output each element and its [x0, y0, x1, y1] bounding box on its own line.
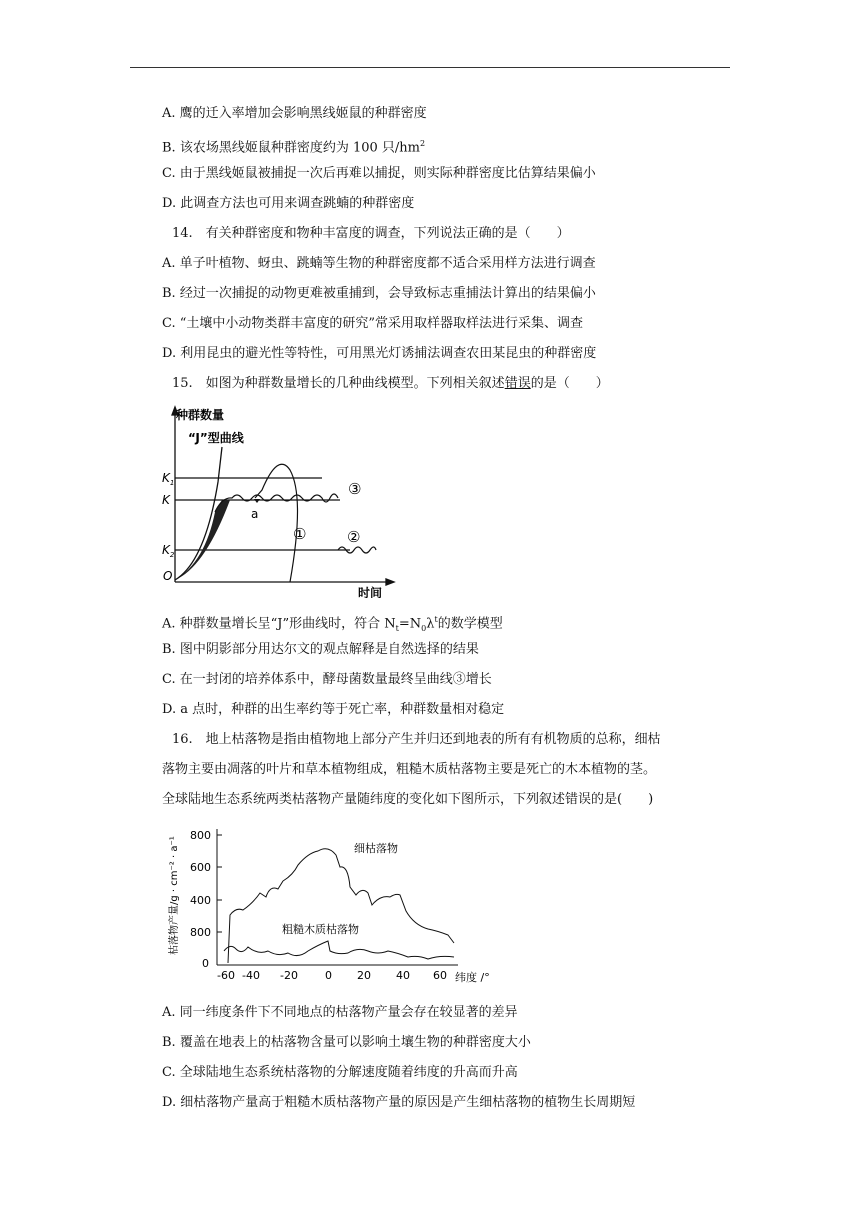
- fig15-k2-label: $K_2$: [162, 543, 175, 559]
- fig16-xtick-m20: -20: [280, 969, 298, 982]
- litter-production-figure: [158, 815, 503, 985]
- q13-option-b: B. 该农场黑线姬鼠种群密度约为 100 只$/hm^2$: [162, 139, 426, 156]
- q15-option-a: A. 种群数量增长呈“J”形曲线时，符合 $N_t=N_0\lambda^t$的数学模型: [162, 615, 503, 633]
- fig15-curve2-label: ②: [347, 528, 361, 546]
- fig16-coarse-litter-label: 粗糙木质枯落物: [282, 923, 359, 936]
- fig15-curve3-label: ③: [348, 480, 362, 498]
- q14-option-d: D. 利用昆虫的避光性等特性，可用黑光灯诱捕法调查农田某昆虫的种群密度: [162, 346, 597, 361]
- fig16-xtick-m40: -40: [242, 969, 260, 982]
- fig15-k-label: K: [162, 493, 170, 507]
- q16-option-d: D. 细枯落物产量高于粗糙木质枯落物产量的原因是产生细枯落物的植物生长周期短: [162, 1095, 636, 1110]
- fig16-xtick-m60: -60: [217, 969, 235, 982]
- q14-option-c: C. “土壤中小动物类群丰富度的研究”常采用取样器取样法进行采集、调查: [162, 316, 584, 331]
- q16-option-c: C. 全球陆地生态系统枯落物的分解速度随着纬度的升高而升高: [162, 1065, 518, 1080]
- fig15-k1-label: $K_1$: [162, 471, 175, 487]
- fig15-curve1-label: ①: [293, 525, 307, 543]
- q16-option-a: A. 同一纬度条件下不同地点的枯落物产量会存在较显著的差异: [162, 1005, 518, 1020]
- fig16-ytick-800-top: 800: [190, 829, 211, 842]
- fig16-ytick-800-low: 800: [190, 926, 211, 939]
- fig16-xtick-0: 0: [325, 969, 332, 982]
- q14-stem: 14. 有关种群密度和物种丰富度的调查，下列说法正确的是（ ）: [172, 226, 570, 241]
- q13-option-c: C. 由于黑线姬鼠被捕捉一次后再难以捕捉，则实际种群密度比估算结果偏小: [162, 166, 596, 181]
- fig16-ytick-400: 400: [190, 894, 211, 907]
- q16-stem-line-3: 全球陆地生态系统两类枯落物产量随纬度的变化如下图所示，下列叙述错误的是( ): [162, 792, 654, 807]
- fig15-ylabel: 种群数量: [176, 408, 225, 422]
- fig16-xtick-40: 40: [396, 969, 410, 982]
- q16-stem-line-2: 落物主要由凋落的叶片和草本植物组成，粗糙木质枯落物主要是死亡的木本植物的茎。: [162, 762, 657, 777]
- q14-option-b: B. 经过一次捕捉的动物更难被重捕到，会导致标志重捕法计算出的结果偏小: [162, 286, 596, 301]
- fig16-xtick-20: 20: [357, 969, 371, 982]
- fig16-fine-litter-label: 细枯落物: [354, 842, 398, 855]
- q15-option-d: D. a 点时，种群的出生率约等于死亡率，种群数量相对稳定: [162, 702, 505, 717]
- q16-option-b: B. 覆盖在地表上的枯落物含量可以影响土壤生物的种群密度大小: [162, 1035, 531, 1050]
- q13-option-d: D. 此调查方法也可用来调查跳蝻的种群密度: [162, 196, 415, 211]
- fig15-j-curve-label: “J”型曲线: [188, 431, 244, 445]
- fig16-ytick-600: 600: [190, 861, 211, 874]
- header-rule: [130, 67, 730, 68]
- fig16-ytick-0: 0: [202, 957, 209, 970]
- fig15-point-a-label: a: [251, 507, 259, 521]
- q14-option-a: A. 单子叶植物、蚜虫、跳蝻等生物的种群密度都不适合采用样方法进行调查: [162, 256, 596, 271]
- fig16-ylabel: 枯落物产量/g · cm⁻² · a⁻¹: [169, 836, 180, 955]
- fig16-xtick-60: 60: [433, 969, 447, 982]
- q15-option-c: C. 在一封闭的培养体系中，酵母菌数量最终呈曲线③增长: [162, 672, 492, 687]
- fig15-origin-label: O: [163, 569, 173, 583]
- population-growth-figure: [160, 402, 400, 598]
- q15-stem: 15. 如图为种群数量增长的几种曲线模型。下列相关叙述错误的是（ ）: [172, 376, 609, 391]
- q13-option-a: A. 鹰的迁入率增加会影响黑线姬鼠的种群密度: [162, 106, 427, 121]
- fig15-xlabel: 时间: [358, 586, 383, 598]
- fig16-xlabel: 纬度 /°: [455, 971, 490, 984]
- q15-option-b: B. 图中阴影部分用达尔文的观点解释是自然选择的结果: [162, 642, 479, 657]
- q16-stem-line-1: 16. 地上枯落物是指由植物地上部分产生并归还到地表的所有有机物质的总称，细枯: [172, 732, 661, 747]
